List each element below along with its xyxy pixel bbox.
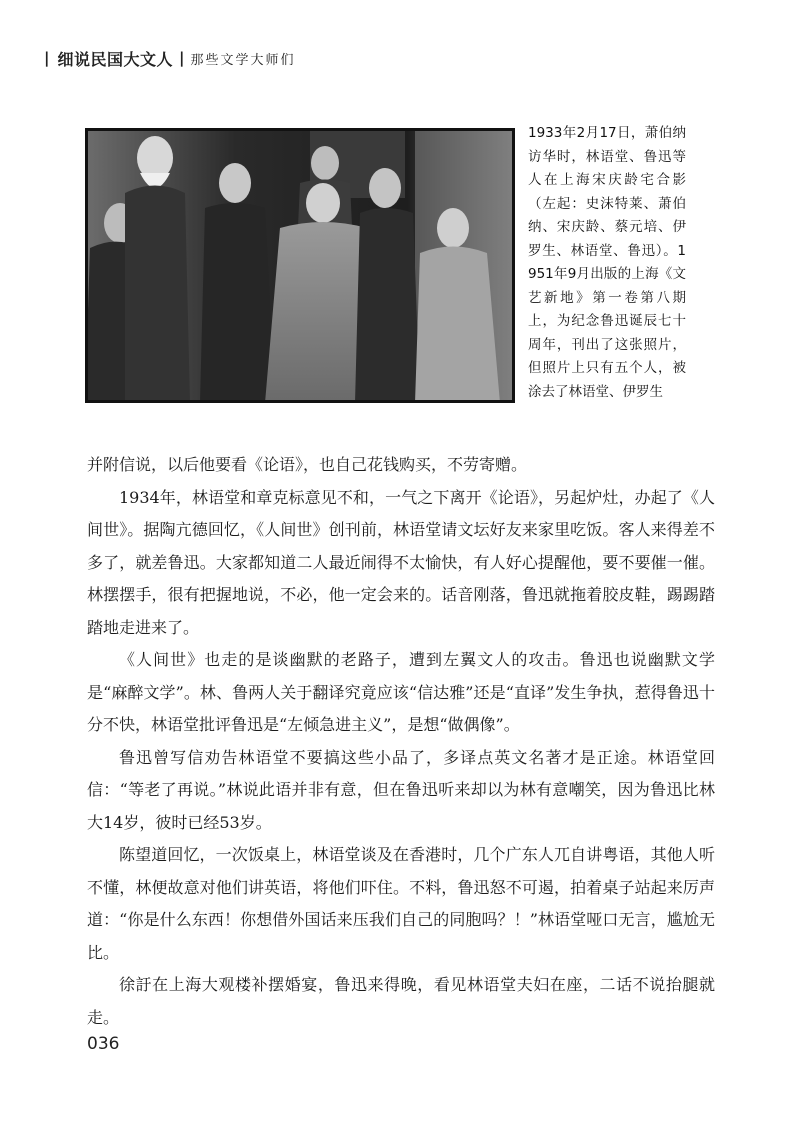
paragraph: 徐訏在上海大观楼补摆婚宴，鲁迅来得晚，看见林语堂夫妇在座，二话不说抬腿就走。 bbox=[87, 975, 715, 1027]
chapter-title: 那些文学大师们 bbox=[190, 52, 296, 68]
historical-group-photo-icon bbox=[85, 128, 515, 403]
paragraph: 1934年，林语堂和章克标意见不和，一气之下离开《论语》，另起炉灶，办起了《人间世》。据陶亢德回忆，《人间世》创刊前，林语堂请文坛好友来家里吃饭。客人来得差不多了，就差鲁迅。大家都知道二人最近闹得不太愉快，有人好心提醒他，要不要催一催。林摆摆手，很有把握地说，不必，他一定会来的。话音刚落，鲁迅就拖着胶皮鞋，踢踢踏踏地走进来了。 bbox=[87, 487, 715, 637]
paragraph: 并附信说，以后他要看《论语》，也自己花钱购买，不劳寄赠。 bbox=[87, 455, 528, 474]
book-title: 细说民国大文人 bbox=[57, 49, 173, 69]
paragraph: 陈望道回忆，一次饭桌上，林语堂谈及在香港时，几个广东人兀自讲粤语，其他人听不懂，林便故意对他们讲英语，将他们吓住。不料，鲁迅怒不可遏，拍着桌子站起来厉声道：“你是什么东西！你想借外国话来压我们自己的同胞吗？！”林语堂哑口无言，尴尬无比。 bbox=[87, 845, 715, 962]
group-photo bbox=[85, 128, 515, 403]
paragraph: 鲁迅曾写信劝告林语堂不要搞这些小品了，多译点英文名著才是正途。林语堂回信：“等老了再说。”林说此语并非有意，但在鲁迅听来却以为林有意嘲笑，因为鲁迅比林大14岁，彼时已经53岁。 bbox=[87, 747, 715, 832]
paragraph: 《人间世》也走的是谈幽默的老路子，遭到左翼文人的攻击。鲁迅也说幽默文学是“麻醉文学”。林、鲁两人关于翻译究竟应该“信达雅”还是“直译”发生争执，惹得鲁迅十分不快，林语堂批评鲁迅是“左倾急进主义”，是想“做偶像”。 bbox=[87, 650, 715, 734]
running-header bbox=[44, 47, 296, 69]
header-divider: | bbox=[44, 49, 50, 67]
header-divider: | bbox=[179, 49, 185, 67]
page-number: 036 bbox=[87, 1034, 120, 1054]
photo-caption: 1933年2月17日，萧伯纳访华时，林语堂、鲁迅等人在上海宋庆龄宅合影（左起：史沫特莱、萧伯纳、宋庆龄、蔡元培、伊罗生、林语堂、鲁迅）。1951年9月出版的上海《文艺新地》第一卷第八期上，为纪念鲁迅诞辰七十周年，刊出了这张照片，但照片上只有五个人，被涂去了林语堂、伊罗生 bbox=[528, 125, 686, 400]
body-text bbox=[87, 449, 715, 1034]
